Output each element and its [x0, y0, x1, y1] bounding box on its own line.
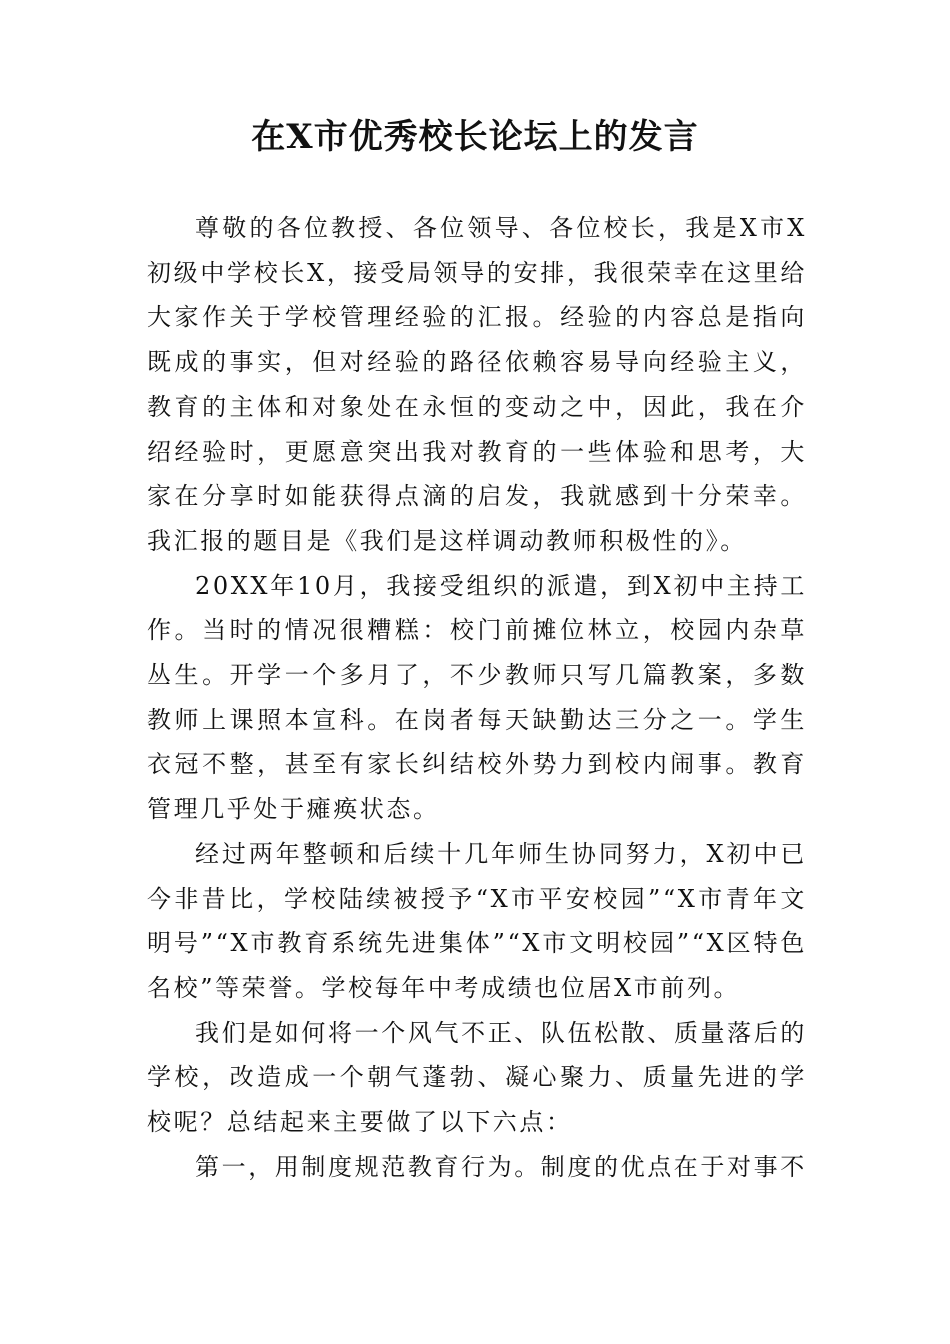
document-body — [147, 206, 807, 1189]
paragraph-greeting: 尊敬的各位教授、各位领导、各位校长，我是X市X初级中学校长X，接受局领导的安排，我很荣幸在这里给大家作关于学校管理经验的汇报。经验的内容总是指向既成的事实，但对经验的路径依赖容易导向经验主义，教育的主体和对象处在永恒的变动之中，因此，我在介绍经验时，更愿意突出我对教育的一些体验和思考，大家在分享时如能获得点滴的启发，我就感到十分荣幸。我汇报的题目是《我们是这样调动教师积极性的》。 — [147, 214, 807, 555]
document-title: 在X市优秀校长论坛上的发言 — [251, 117, 699, 157]
paragraph-background: 20XX年10月，我接受组织的派遣，到X初中主持工作。当时的情况很糟糕：校门前摊位林立，校园内杂草丛生。开学一个多月了，不少教师只写几篇教案，多数教师上课照本宣科。在岗者每天缺勤达三分之一。学生衣冠不整，甚至有家长纠结校外势力到校内闹事。教育管理几乎处于瘫痪状态。 — [147, 571, 807, 824]
paragraph-achievements: 经过两年整顿和后续十几年师生协同努力，X初中已今非昔比，学校陆续被授予“X市平安校园”“X市青年文明号”“X市教育系统先进集体”“X市文明校园”“X区特色名校”等荣誉。学校每年中考成绩也位居X市前列。 — [147, 839, 807, 1002]
paragraph-point-one: 第一，用制度规范教育行为。制度的优点在于对事不 — [195, 1152, 807, 1181]
paragraph-question: 我们是如何将一个风气不正、队伍松散、质量落后的学校，改造成一个朝气蓬勃、凝心聚力、质量先进的学校呢？总结起来主要做了以下六点： — [147, 1018, 807, 1137]
